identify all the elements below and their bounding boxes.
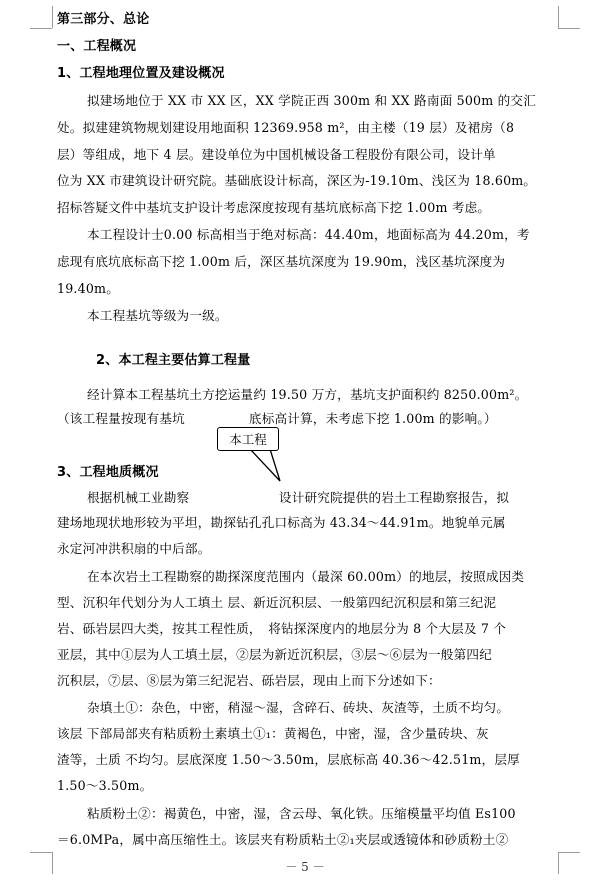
paragraph-line: 沉积层，⑦层、⑧层为第三纪泥岩、砾岩层，现由上而下分述如下： <box>57 673 441 688</box>
paragraph-line: 层）等组成，地下 4 层。建设单位为中国机械设备工程股份有限公司，设计单 <box>57 147 496 162</box>
section-title: 一、工程概况 <box>57 39 137 54</box>
paragraph-line: 岩、砾岩层四大类，按其工程性质， 将钻探深度内的地层分为 8 个大层及 7 个 <box>57 621 507 636</box>
paragraph-line: 杂填土①：杂色，中密，稍湿～湿，含碎石、砖块、灰渣等，土质不均匀。 <box>87 700 510 715</box>
page-number: － 5 － <box>285 860 325 874</box>
paragraph-line: 永定河冲洪积扇的中后部。 <box>57 541 211 556</box>
paragraph-line: 处。拟建建筑物规划建设用地面积 12369.958 m²，由主楼（19 层）及裙房（8 <box>57 120 515 135</box>
paragraph-line: 渣等，土质 不均匀。层底深度 1.50～3.50m，层底标高 40.36～42.51m，层厚 <box>57 752 520 767</box>
paragraph-line: 虑现有底坑底标高下挖 1.00m 后，深区基坑深度为 19.90m，浅区基坑深度为 <box>57 254 506 269</box>
paragraph-line: 建场地现状地形较为平坦，勘探钻孔孔口标高为 43.34～44.91m。地貌单元属 <box>57 515 506 530</box>
paragraph-line: 根据机械工业勘察 设计研究院提供的岩土工程勘察报告，拟 <box>87 490 510 505</box>
subsection-title-2: 2、本工程主要估算工程量 <box>96 353 251 368</box>
paragraph-line: 粘质粉土②：褐黄色，中密，湿，含云母、氧化铁。压缩模量平均值 Es100 <box>87 806 516 821</box>
crop-mark-bottom-left-h <box>30 852 52 853</box>
paragraph-line: 经计算本工程基坑土方挖运量约 19.50 万方，基坑支护面积约 8250.00m²。 <box>87 387 528 402</box>
paragraph-line: 本工程设计士0.00 标高相当于绝对标高：44.40m，地面标高为 44.20m，考 <box>87 227 530 242</box>
paragraph-line: 型、沉积年代划分为人工填土 层、新近沉积层、一般第四纪沉积层和第三纪泥 <box>57 595 497 610</box>
paragraph-line: 拟建场地位于 XX 市 XX 区，XX 学院正西 300m 和 XX 路南面 500m 的交汇 <box>87 93 536 108</box>
crop-mark-bottom-right-h <box>558 852 580 853</box>
paragraph-line: 招标答疑文件中基坑支护设计考虑深度按现有基坑底标高下挖 1.00m 考虑。 <box>57 200 491 215</box>
crop-mark-top-left-h <box>30 28 52 29</box>
paragraph-line: 19.40m。 <box>57 281 119 296</box>
crop-mark-top-right-h <box>558 28 580 29</box>
paragraph-line: ＝6.0MPa，属中高压缩性土。该层夹有粉质粘土②₁夹层或透镜体和砂质粉土② <box>57 832 509 847</box>
subsection-title-3: 3、工程地质概况 <box>57 465 159 480</box>
crop-mark-top-right-v <box>558 6 559 28</box>
crop-mark-top-left-v <box>52 6 53 28</box>
paragraph-line: 本工程基坑等级为一级。 <box>87 308 228 323</box>
paragraph-line: 在本次岩土工程勘察的勘探深度范围内（最深 60.00m）的地层，按照成因类 <box>87 569 525 584</box>
paragraph-line: 亚层，其中①层为人工填土层，②层为新近沉积层，③层～⑥层为一般第四纪 <box>57 647 492 662</box>
part-title: 第三部分、总论 <box>57 12 150 27</box>
paragraph-line: 1.50～3.50m。 <box>57 778 153 793</box>
paragraph-line: 该层 下部局部夹有粘质粉土素填土①₁：黄褐色，中密，湿，含少量砖块、灰 <box>57 726 489 741</box>
callout-box: 本工程 <box>217 427 279 451</box>
paragraph-line: （该工程量按现有基坑 底标高计算，未考虑下挖 1.00m 的影响。） <box>57 411 497 426</box>
paragraph-line: 位为 XX 市建筑设计研究院。基础底设计标高，深区为-19.10m、浅区为 18.60m。 <box>57 173 537 188</box>
subsection-title-1: 1、工程地理位置及建设概况 <box>57 66 225 81</box>
